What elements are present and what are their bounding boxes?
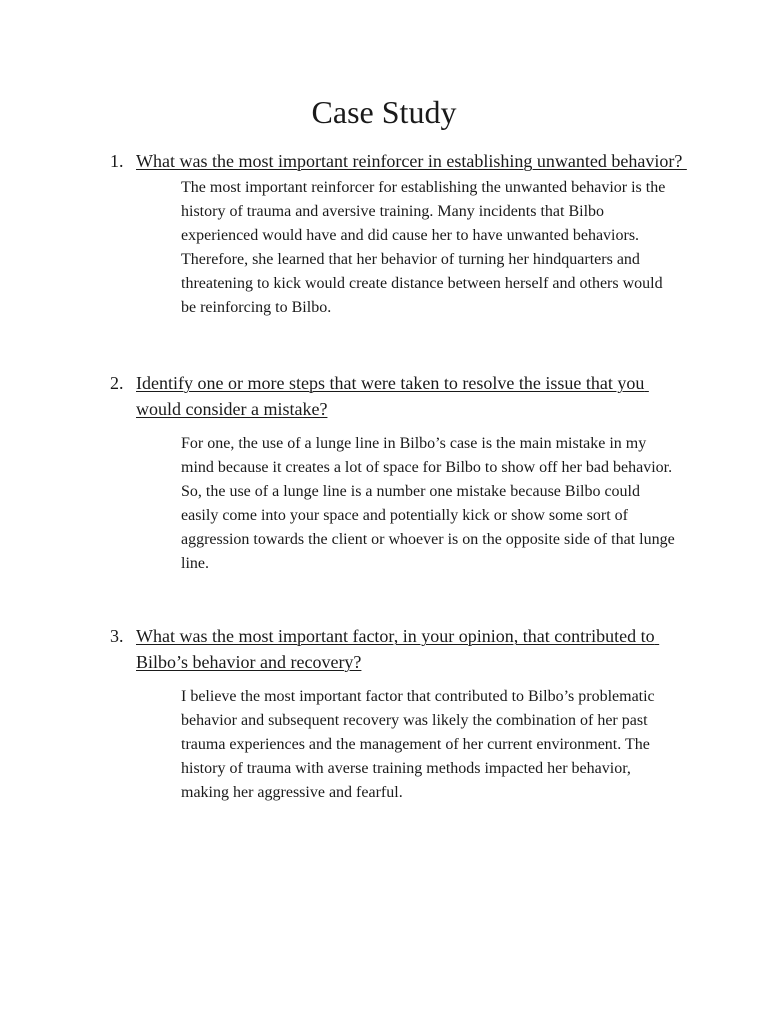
question-number: 1. bbox=[110, 151, 124, 171]
question-item-3 bbox=[110, 623, 690, 805]
document-title: Case Study bbox=[311, 94, 457, 130]
question-heading bbox=[110, 370, 690, 422]
question-heading bbox=[110, 623, 690, 675]
answer-paragraph: For one, the use of a lunge line in Bilbo’s case is the main mistake in my mind because it creates a lot of space for Bilbo to show off her bad behavior. So, the use of a lunge line is a number one mistake because Bilbo could easily come into your space and potentially kick or show some sort of aggression towards the client or whoever is on the opposite side of that lunge line. bbox=[181, 435, 675, 572]
answer-paragraph: I believe the most important factor that contributed to Bilbo’s problematic behavior and subsequent recovery was likely the combination of her past trauma experiences and the management of her current environment. The history of trauma with averse training methods impacted her behavior, making her aggressive and fearful. bbox=[181, 688, 655, 801]
question-text: What was the most important reinforcer in establishing unwanted behavior? bbox=[136, 151, 687, 171]
question-item-1 bbox=[110, 148, 690, 320]
question-heading bbox=[110, 148, 690, 174]
question-text: Identify one or more steps that were taken to resolve the issue that you would consider a mistake? bbox=[136, 373, 649, 419]
question-number: 2. bbox=[110, 373, 124, 393]
question-text: What was the most important factor, in your opinion, that contributed to Bilbo’s behavior and recovery? bbox=[136, 626, 660, 672]
question-item-2 bbox=[110, 370, 690, 576]
answer-paragraph: The most important reinforcer for establishing the unwanted behavior is the history of trauma and aversive training. Many incidents that Bilbo experienced would have and did cause her to have unwanted behaviors. Therefore, she learned that her behavior of turning her hindquarters and threatening to kick would create distance between herself and others would be reinforcing to Bilbo. bbox=[181, 179, 666, 316]
question-number: 3. bbox=[110, 626, 124, 646]
